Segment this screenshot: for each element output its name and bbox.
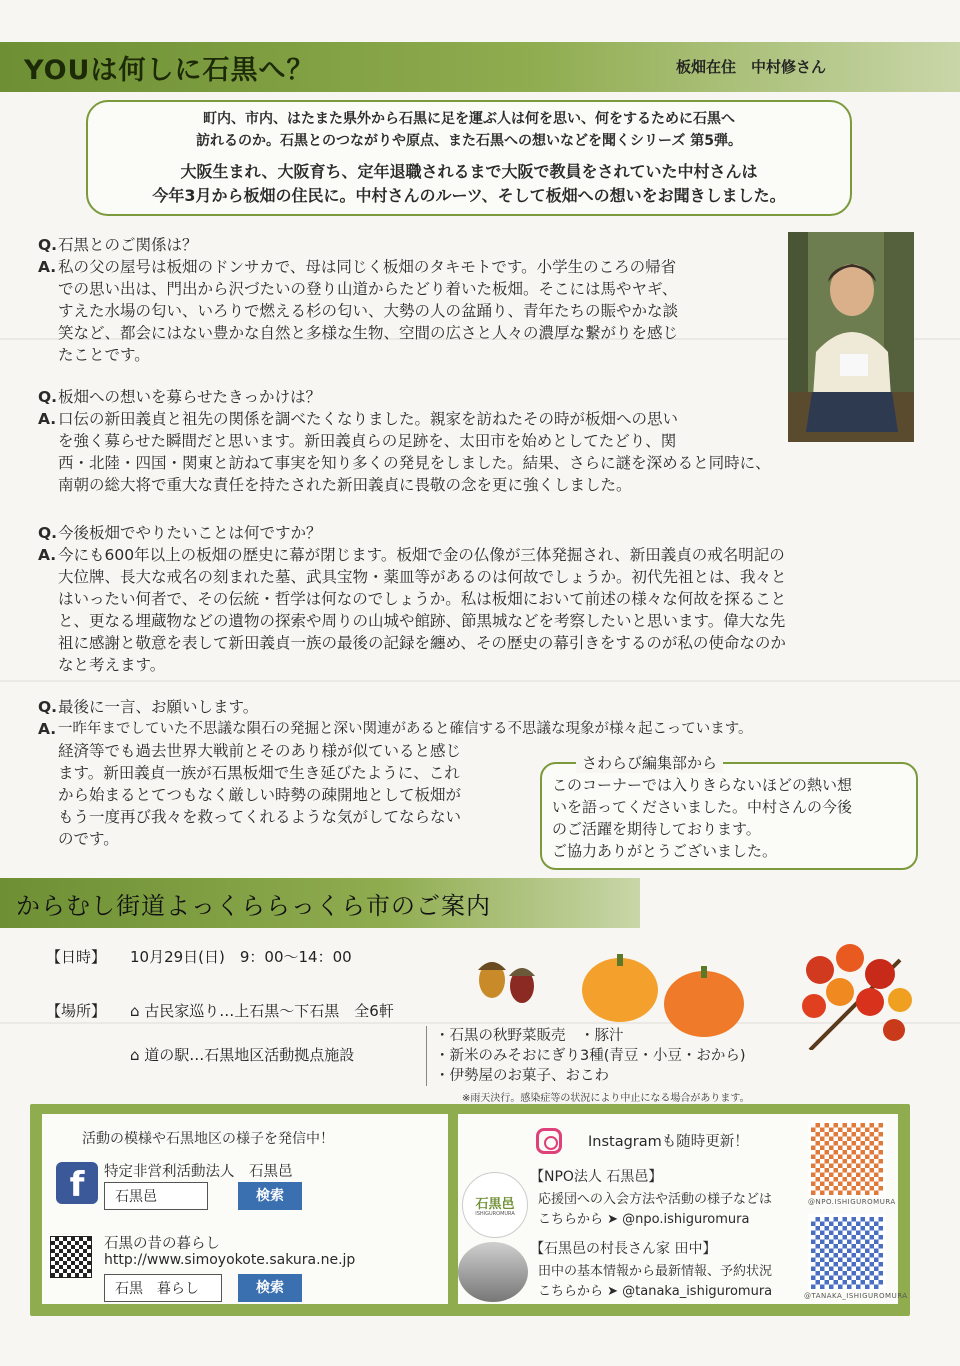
answer-mark: A. (38, 410, 57, 428)
answer-line: 大位牌、長大な戒名の刻まれた墓、武具宝物・薬皿等があるのは何故でしょうか。初代先祖とは、我々と (58, 568, 787, 586)
answer-line: から始まるとてつもなく厳しい時勢の疎開地として板畑が (58, 786, 462, 804)
event-place-1: ⌂ 古民家巡り…上石黒～下石黒 全6軒 (130, 1002, 394, 1020)
qa-block-3 (38, 522, 918, 676)
event-date-label: 【日時】 (46, 948, 107, 966)
event-item: ・伊勢屋のお菓子、おこわ (435, 1068, 609, 1084)
blog-url[interactable]: http://www.simoyokote.sakura.ne.jp (104, 1252, 356, 1268)
question-mark: Q. (38, 236, 58, 254)
blog-qr-code (50, 1236, 92, 1278)
answer-line: 南朝の総大将で重大な責任を持たされた新田義貞に畏敬の念を更に強くしました。 (58, 476, 632, 494)
autumn-leaves-icon (790, 940, 920, 1050)
answer-line: での思い出は、門出から沢づたいの登り山道からたどり着いた板畑。そこには馬やヤギ、 (58, 280, 678, 298)
blog-search-button[interactable]: 検索 (238, 1274, 302, 1302)
qa-block-2 (38, 386, 918, 496)
event-date-value: 10月29日(日) 9：00～14：00 (130, 948, 352, 966)
lead-line: 大阪生まれ、大阪育ち、定年退職されるまで大阪で教員をされていた中村さんは (180, 162, 758, 181)
event-place-2: ⌂ 道の駅…石黒地区活動拠点施設 (130, 1046, 355, 1064)
instagram-icon[interactable] (536, 1128, 562, 1154)
answer-line: はいったい何者で、その伝統・哲学は何なのでしょうか。私は板畑において前述の様々な何故を探ること (58, 590, 787, 608)
editor-note-box (540, 754, 918, 870)
answer-line: 経済等でも過去世界大戦前とそのあり様が似ていると感じ (58, 742, 462, 760)
tanaka-title: 【石黒邑の村長さん家 田中】 (530, 1241, 717, 1257)
npo-logo (462, 1172, 528, 1238)
blog-title: 石黒の昔の暮らし (104, 1236, 220, 1252)
tanaka-line-1: 田中の基本情報から最新情報、予約状況 (538, 1264, 773, 1279)
answer-mark: A. (38, 258, 57, 276)
answer-line: 西・北陸・四国・関東と訪ねて事実を知り多くの発見をしました。結果、さらに謎を深めると同時に、 (58, 454, 771, 472)
event-item: ・新米のみそおにぎり3種(青豆・小豆・おから) (435, 1048, 746, 1064)
answer-line: 口伝の新田義貞と祖先の関係を調べたくなりました。親家を訪ねたその時が板畑への思い (58, 410, 679, 428)
event-place-label: 【場所】 (46, 1002, 107, 1020)
answer-line: 祖に感謝と敬意を表して新田義貞一族の最後の記録を纏め、その歴史の幕引きをするのが私の使命なのか (58, 634, 786, 652)
answer-line: ます。新田義貞一族が石黒板畑で生き延びたように、これ (58, 764, 460, 782)
fb-search-button[interactable]: 検索 (238, 1182, 302, 1210)
intro-box (86, 100, 852, 216)
answer-line: たことです。 (58, 346, 150, 364)
paper-fold (0, 680, 960, 682)
blog-search-box[interactable]: 石黒 暮らし (104, 1274, 222, 1302)
answer-line: のです。 (58, 830, 119, 848)
answer-line: を強く募らせた瞬間だと思います。新田義貞らの足跡を、太田市を始めとしてたどり、関 (58, 432, 677, 450)
lead-text (88, 160, 850, 208)
tanaka-link[interactable]: こちらから ➤ @tanaka_ishiguromura (538, 1284, 773, 1299)
interviewee-byline: 板畑在住 中村修さん (676, 58, 827, 76)
footer-left-panel (42, 1114, 448, 1304)
answer-mark: A. (38, 720, 57, 738)
editor-note-line: ご協力ありがとうございました。 (552, 842, 778, 860)
tanaka-qr-caption: @TANAKA_ISHIGUROMURA (804, 1292, 908, 1300)
answer-line: 一昨年までしていた不思議な隕石の発掘と深い関連があると確信する不思議な現象が様々起こっています。 (58, 721, 753, 737)
event-item: ・石黒の秋野菜販売 ・豚汁 (435, 1028, 624, 1044)
facebook-icon[interactable]: f (56, 1162, 98, 1204)
series-line: 町内、市内、はたまた県外から石黒に足を運ぶ人は何を思い、何をするために石黒へ (203, 111, 735, 127)
question-mark: Q. (38, 524, 58, 542)
instagram-heading: Instagramも随時更新！ (588, 1134, 749, 1150)
editor-note-line: のご活躍を期待しております。 (552, 820, 761, 838)
answer-line: 私の父の屋号は板畑のドンサカで、母は同じく板畑のタキモトです。小学生のころの帰省 (58, 258, 677, 276)
series-description (88, 108, 850, 152)
answer-line: 笑など、都会にはない豊かな自然と多様な生物、空間の広さと人々の濃厚な繋がりを感じ (58, 324, 679, 342)
event-banner (0, 878, 640, 928)
question-text: 石黒とのご関係は？ (58, 236, 198, 254)
npo-logo-sub: ISHIGUROMURA (475, 1211, 515, 1217)
footer-left-heading: 活動の模様や石黒地区の様子を発信中！ (82, 1131, 334, 1147)
npo-link[interactable]: こちらから ➤ @npo.ishiguromura (538, 1212, 750, 1227)
acorn-icon (470, 940, 550, 1010)
answer-line: すえた水場の匂い、いろりで燃える杉の匂い、大勢の人の盆踊り、青年たちの賑やかな談 (58, 302, 679, 320)
npo-line-1: 応援団への入会方法や活動の様子などは (538, 1192, 773, 1207)
lead-line: 今年3月から板畑の住民に。中村さんのルーツ、そして板畑への想いをお聞きしました。 (152, 186, 786, 205)
answer-line: もう一度再び我々を救ってくれるような気がしてならない (58, 808, 462, 826)
npo-qr-caption: @NPO.ISHIGUROMURA (808, 1198, 896, 1206)
answer-line: 今にも600年以上の板畑の歴史に幕が閉じます。板畑で金の仏像が三体発掘され、新田義貞の戒名明記の (58, 546, 785, 564)
fb-org-name: 特定非営利活動法人 石黒邑 (104, 1164, 293, 1180)
npo-instagram-qr[interactable] (808, 1120, 886, 1198)
tanaka-house-photo (458, 1242, 528, 1302)
tanaka-instagram-qr[interactable] (808, 1214, 886, 1292)
npo-logo-text: 石黒邑 (475, 1197, 515, 1212)
question-text: 今後板畑でやりたいことは何ですか？ (58, 524, 322, 542)
qa-block-1 (38, 234, 778, 366)
pumpkin-icon (580, 950, 760, 1040)
editor-note-body (552, 774, 908, 862)
page-title: YOUは何しに石黒へ？ (24, 55, 315, 86)
footer-right-panel (458, 1114, 908, 1304)
footer-section (30, 1104, 910, 1316)
series-line: 訪れるのか。石黒とのつながりや原点、また石黒への想いなどを聞くシリーズ 第5弾。 (196, 133, 742, 149)
editor-note-line: いを語ってくださいました。中村さんの今後 (552, 798, 853, 816)
question-text: 板畑への想いを募らせたきっかけは？ (58, 388, 322, 406)
editor-note-line: このコーナーでは入りきらないほどの熱い想 (552, 776, 853, 794)
question-mark: Q. (38, 388, 58, 406)
fb-search-box[interactable]: 石黒邑 (104, 1182, 208, 1210)
npo-title: 【NPO法人 石黒邑】 (530, 1169, 663, 1185)
event-title: からむし街道よっくららっくら市のご案内 (16, 892, 491, 920)
answer-line: と、更なる埋蔵物などの遺物の探索や周りの山城や館跡、節黒城などを考察したいと思います。偉大な先 (58, 612, 786, 630)
question-mark: Q. (38, 698, 58, 716)
answer-mark: A. (38, 546, 57, 564)
question-text: 最後に一言、お願いします。 (58, 698, 259, 716)
answer-line: なと考えます。 (58, 656, 166, 674)
event-rain-note: ※雨天決行。感染症等の状況により中止になる場合があります。 (462, 1093, 750, 1104)
editor-note-heading: さわらび編集部から (576, 752, 723, 773)
